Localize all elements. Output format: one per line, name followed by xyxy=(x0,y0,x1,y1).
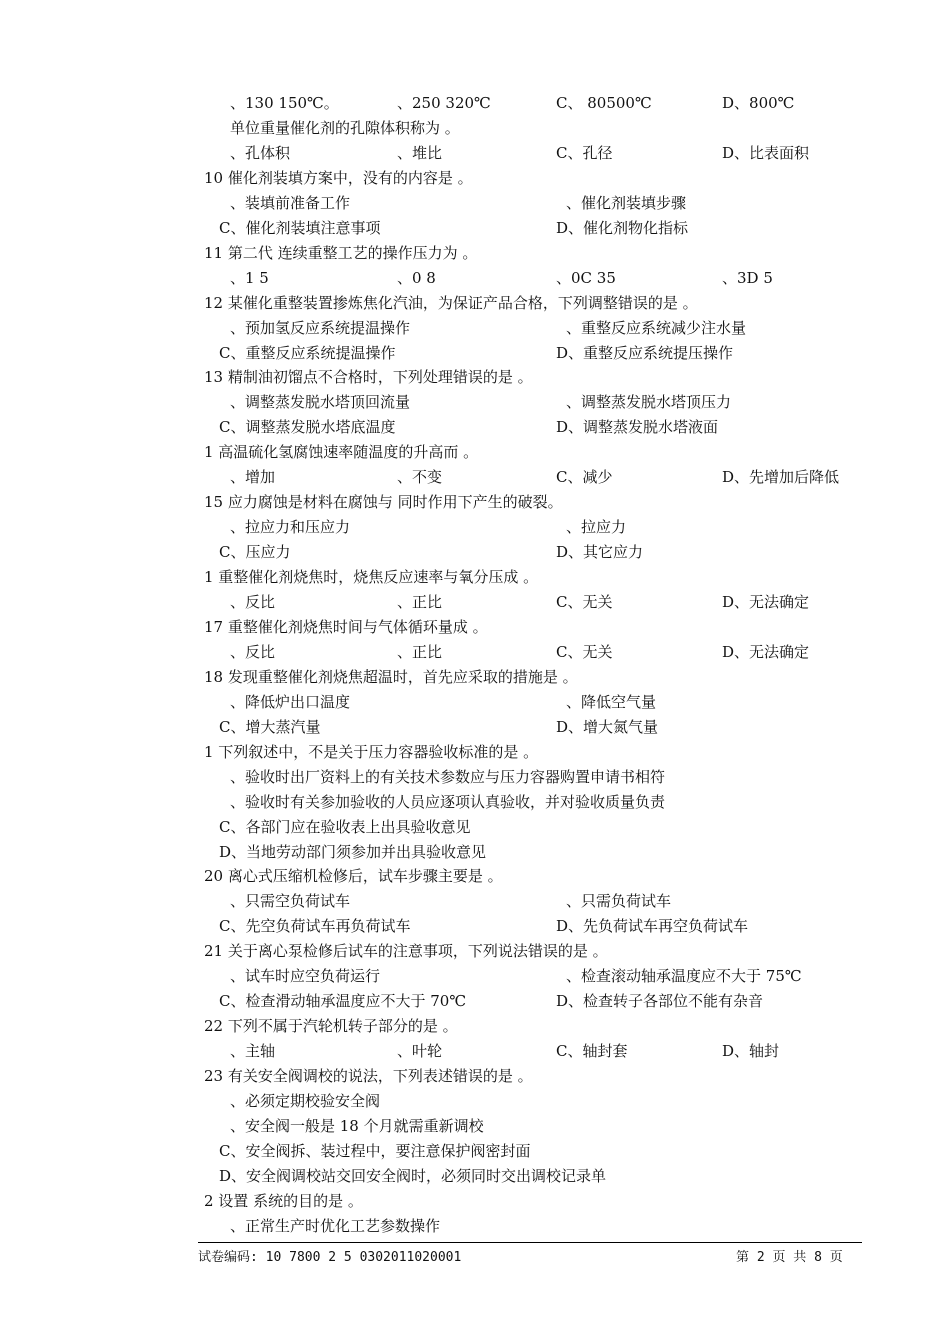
footer-page-number: 第 2 页 共 8 页 xyxy=(736,1250,843,1265)
text-cell: 18 发现重整催化剂烧焦超温时，首先应采取的措施是 。 xyxy=(204,667,578,686)
text-line xyxy=(0,1139,950,1163)
text-line xyxy=(0,1114,950,1138)
text-cell: 、拉应力和压应力 xyxy=(230,518,351,537)
text-cell: C、无关 xyxy=(556,593,613,611)
text-cell: C、压应力 xyxy=(219,543,291,562)
text-line xyxy=(0,465,950,489)
text-cell: 、反比 xyxy=(230,593,276,611)
text-line xyxy=(0,291,950,315)
text-cell: D、无法确定 xyxy=(722,593,810,611)
text-line xyxy=(0,141,950,165)
text-cell: 23 有关安全阀调校的说法，下列表述错误的是 。 xyxy=(204,1067,533,1086)
text-cell: C、检查滑动轴承温度应不大于 70℃ xyxy=(219,992,467,1011)
text-cell: C、 80500℃ xyxy=(556,94,652,112)
text-cell: C、无关 xyxy=(556,642,613,661)
text-line xyxy=(0,91,950,115)
text-line xyxy=(0,440,950,464)
text-cell: C、孔径 xyxy=(556,143,613,162)
text-cell: 、调整蒸发脱水塔顶压力 xyxy=(566,393,732,412)
text-cell: 、安全阀一般是 18 个月就需重新调校 xyxy=(230,1116,484,1135)
text-cell: 2 设置 系统的目的是 。 xyxy=(204,1191,363,1210)
text-line xyxy=(0,964,950,988)
text-cell: C、轴封套 xyxy=(556,1042,628,1061)
text-cell: 、装填前准备工作 xyxy=(230,193,351,212)
text-cell: 1 重整催化剂烧焦时，烧焦反应速率与氧分压成 。 xyxy=(204,568,539,587)
text-cell: 、验收时有关参加验收的人员应逐项认真验收，并对验收质量负责 xyxy=(230,792,666,811)
text-cell: D、调整蒸发脱水塔液面 xyxy=(556,418,719,437)
text-line xyxy=(0,1089,950,1113)
text-cell: 10 催化剂装填方案中，没有的内容是 。 xyxy=(204,168,473,187)
text-line xyxy=(0,615,950,639)
text-line xyxy=(0,191,950,215)
text-cell: 、1 5 xyxy=(230,268,269,287)
text-line xyxy=(0,889,950,913)
text-line xyxy=(0,640,950,664)
text-line xyxy=(0,241,950,265)
text-cell: D、重整反应系统提压操作 xyxy=(556,343,734,362)
text-cell: 、叶轮 xyxy=(397,1042,443,1061)
text-cell: 12 某催化重整装置掺炼焦化汽油，为保证产品合格，下列调整错误的是 。 xyxy=(204,293,698,312)
text-cell: 13 精制油初馏点不合格时，下列处理错误的是 。 xyxy=(204,368,533,387)
text-line xyxy=(0,490,950,514)
text-cell: D、轴封 xyxy=(722,1042,780,1061)
text-line xyxy=(0,840,950,864)
text-cell: C、先空负荷试车再负荷试车 xyxy=(219,917,411,936)
text-cell: 单位重量催化剂的孔隙体积称为 。 xyxy=(230,118,460,137)
text-cell: 、130 150℃。 xyxy=(230,94,339,112)
text-line xyxy=(0,590,950,614)
text-cell: D、催化剂物化指标 xyxy=(556,218,689,237)
text-line xyxy=(0,216,950,240)
text-line xyxy=(0,815,950,839)
text-cell: 、必须定期校验安全阀 xyxy=(230,1092,381,1110)
text-cell: 、0C 35 xyxy=(556,268,616,287)
text-cell: 1 下列叙述中，不是关于压力容器验收标准的是 。 xyxy=(204,742,539,761)
text-line xyxy=(0,1189,950,1213)
text-cell: D、安全阀调校站交回安全阀时，必须同时交出调校记录单 xyxy=(219,1166,607,1185)
text-cell: 17 重整催化剂烧焦时间与气体循环量成 。 xyxy=(204,617,488,636)
text-line xyxy=(0,740,950,764)
text-line xyxy=(0,864,950,888)
text-cell: D、当地劳动部门须参加并出具验收意见 xyxy=(219,842,487,861)
text-cell: C、调整蒸发脱水塔底温度 xyxy=(219,418,396,437)
text-line xyxy=(0,1014,950,1038)
text-line xyxy=(0,390,950,414)
text-cell: 、只需空负荷试车 xyxy=(230,892,351,911)
text-cell: 、正比 xyxy=(397,593,443,611)
text-cell: 、增加 xyxy=(230,468,276,487)
text-line xyxy=(0,690,950,714)
text-line xyxy=(0,790,950,814)
text-line xyxy=(0,341,950,365)
text-cell: 、堆比 xyxy=(397,143,443,162)
text-line xyxy=(0,989,950,1013)
text-cell: 、孔体积 xyxy=(230,143,291,162)
text-line xyxy=(0,1039,950,1063)
text-cell: C、各部门应在验收表上出具验收意见 xyxy=(219,817,471,836)
text-cell: 、拉应力 xyxy=(566,518,627,537)
text-line xyxy=(0,665,950,689)
text-cell: D、800℃ xyxy=(722,94,795,112)
text-cell: C、催化剂装填注意事项 xyxy=(219,218,381,237)
text-cell: 21 关于离心泵检修后试车的注意事项，下列说法错误的是 。 xyxy=(204,942,608,961)
text-cell: 、验收时出厂资料上的有关技术参数应与压力容器购置申请书相符 xyxy=(230,767,666,786)
text-line xyxy=(0,116,950,140)
text-cell: 、催化剂装填步骤 xyxy=(566,193,687,212)
text-cell: 、0 8 xyxy=(397,268,436,287)
text-cell: 、3D 5 xyxy=(722,268,773,287)
text-line xyxy=(0,266,950,290)
text-cell: 、降低炉出口温度 xyxy=(230,692,351,711)
text-line xyxy=(0,939,950,963)
text-cell: D、先增加后降低 xyxy=(722,468,840,487)
text-cell: D、其它应力 xyxy=(556,543,644,562)
text-cell: C、增大蒸汽量 xyxy=(219,717,321,736)
footer-rule xyxy=(198,1242,862,1243)
text-cell: 、主轴 xyxy=(230,1042,276,1061)
text-line xyxy=(0,540,950,564)
text-cell: 、不变 xyxy=(397,468,443,487)
text-cell: D、先负荷试车再空负荷试车 xyxy=(556,917,749,936)
text-cell: 15 应力腐蚀是材料在腐蚀与 同时作用下产生的破裂。 xyxy=(204,493,563,512)
text-line xyxy=(0,515,950,539)
text-line xyxy=(0,765,950,789)
text-cell: 、检查滚动轴承温度应不大于 75℃ xyxy=(566,967,802,986)
text-cell: D、无法确定 xyxy=(722,642,810,661)
text-cell: 1 高温硫化氢腐蚀速率随温度的升高而 。 xyxy=(204,443,479,462)
text-cell: 、只需负荷试车 xyxy=(566,892,672,911)
text-cell: 、试车时应空负荷运行 xyxy=(230,967,381,986)
text-line xyxy=(0,365,950,389)
text-cell: D、增大氮气量 xyxy=(556,717,659,736)
text-line xyxy=(0,316,950,340)
text-cell: 、调整蒸发脱水塔顶回流量 xyxy=(230,393,411,412)
text-cell: 、预加氢反应系统提温操作 xyxy=(230,318,411,337)
text-cell: C、安全阀拆、装过程中，要注意保护阀密封面 xyxy=(219,1141,531,1160)
text-cell: 、反比 xyxy=(230,642,276,661)
text-cell: 22 下列不属于汽轮机转子部分的是 。 xyxy=(204,1017,458,1036)
text-cell: 、正比 xyxy=(397,642,443,661)
text-cell: D、比表面积 xyxy=(722,143,810,162)
text-cell: 、正常生产时优化工艺参数操作 xyxy=(230,1216,441,1235)
text-cell: 20 离心式压缩机检修后，试车步骤主要是 。 xyxy=(204,867,503,886)
text-cell: 、重整反应系统减少注水量 xyxy=(566,318,747,337)
text-line xyxy=(0,914,950,938)
text-line xyxy=(0,415,950,439)
text-cell: D、检查转子各部位不能有杂音 xyxy=(556,992,764,1011)
text-cell: 、降低空气量 xyxy=(566,692,657,711)
text-cell: C、重整反应系统提温操作 xyxy=(219,343,396,362)
footer-exam-code: 试卷编码: 10 7800 2 5 0302011020001 xyxy=(198,1250,462,1265)
text-cell: C、减少 xyxy=(556,468,613,487)
text-line xyxy=(0,565,950,589)
text-cell: 11 第二代 连续重整工艺的操作压力为 。 xyxy=(204,243,478,262)
text-line xyxy=(0,1064,950,1088)
text-line xyxy=(0,1164,950,1188)
text-line xyxy=(0,1214,950,1238)
text-line xyxy=(0,166,950,190)
text-line xyxy=(0,715,950,739)
text-cell: 、250 320℃ xyxy=(397,94,491,112)
